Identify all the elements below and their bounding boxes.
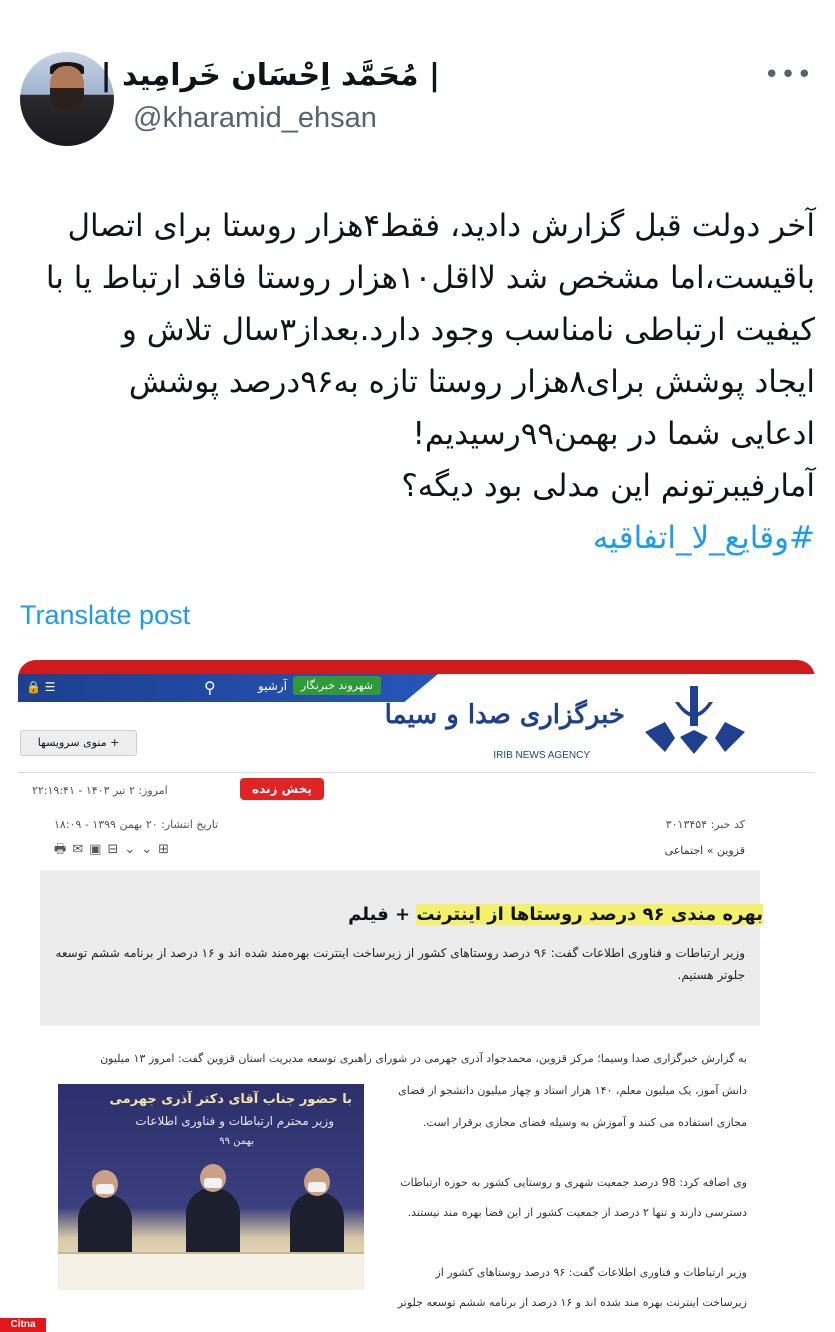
translate-post-link[interactable]: Translate post <box>20 600 191 630</box>
article-lead: وزیر ارتباطات و فناوری اطلاعات گفت: ۹۶ درصد روستاهای کشور از زیرساخت اینترنت بهره‌مند شده اند و ۱۶ درصد از برنامه ششم توسعه جلوتر هستیم. <box>55 946 745 982</box>
article-tools-icons: 🖶✉▣⊟⌄⌄⊞ <box>54 842 176 857</box>
tweet-line: ایجاد پوشش برای۸هزار روستا تازه به۹۶درصد پوشش <box>128 364 815 400</box>
more-options-icon[interactable]: ••• <box>763 60 813 90</box>
author-handle[interactable]: @kharamid_ehsan <box>133 102 377 134</box>
irib-logo-icon <box>635 682 755 762</box>
tweet-line: آمارفیبرتونم این مدلی بود دیگه؟ <box>401 468 815 504</box>
headline-highlight: بهره مندی ۹۶ درصد روستاها از اینترنت <box>416 904 763 925</box>
live-broadcast-button: پخش زنده <box>240 778 324 800</box>
article-paragraph: وی اضافه کرد: 98 درصد جمعیت شهری و روستایی کشور به حوزه ارتباطات <box>400 1176 747 1189</box>
watermark-logo: Citna <box>0 1318 46 1332</box>
tweet-line: باقیست،اما مشخص شد لااقل۱۰هزار روستا فاقد ارتباط یا با <box>45 260 815 296</box>
conference-table <box>58 1252 364 1290</box>
archive-link: آرشیو <box>258 679 288 693</box>
search-icon: ⚲ <box>204 678 216 697</box>
logo-text: خبرگزاری صدا و سیما <box>384 700 625 730</box>
lock-rss-icon: 🔒 ☰ <box>26 680 56 694</box>
publish-date: تاریخ انتشار: ۲۰ بهمن ۱۳۹۹ - ۱۸:۰۹ <box>54 818 219 831</box>
agency-name: IRIB NEWS AGENCY <box>493 750 590 761</box>
article-paragraph: مجازی استفاده می کنند و آموزش به وسیله فضای مجازی برقرار است. <box>422 1116 747 1129</box>
breadcrumb: قزوین » اجتماعی <box>664 844 745 857</box>
article-paragraph: دانش آموز، یک میلیون معلم، ۱۴۰ هزار استاد و چهار میلیون دانشجو از فضای <box>398 1084 747 1097</box>
tweet-text <box>15 200 815 564</box>
headline-suffix: + فیلم <box>348 904 417 925</box>
article-headline <box>348 904 763 925</box>
citizen-reporter-button: شهروند خبرنگار <box>293 676 381 695</box>
divider <box>18 772 815 773</box>
article-photo <box>58 1084 364 1290</box>
today-date: امروز: ۲ تیر ۱۴۰۳ - ۲۲:۱۹:۴۱ <box>32 784 168 797</box>
face-mask <box>308 1182 326 1192</box>
tweet-line: ادعایی شما در بهمن۹۹رسیدیم! <box>412 416 815 452</box>
author-display-name[interactable]: | مُحَمَّد اِحْسَان خَرامِید | <box>100 58 440 93</box>
article-paragraph: به گزارش خبرگزاری صدا وسیما؛ مرکز قزوین، محمدجواد آذری جهرمی در شورای راهبری توسعه مدیریت استان قزوین گفت: امروز ۱۳ میلیون <box>100 1052 747 1065</box>
article-paragraph: دسترسی دارند و تنها ۲ درصد از جمعیت کشور از این فضا بهره مند نیستند. <box>407 1206 747 1219</box>
photo-caption-line: بهمن ۹۹ <box>219 1136 254 1147</box>
article-paragraph: زیرساخت اینترنت بهره مند شده اند و ۱۶ درصد از برنامه ششم توسعه جلوتر <box>397 1296 747 1309</box>
hashtag-link[interactable]: #وقایع_لا_اتفاقیه <box>592 520 815 556</box>
header-red-bar <box>18 660 815 674</box>
attached-image[interactable] <box>18 660 815 1332</box>
face-mask <box>96 1184 114 1194</box>
face-mask <box>204 1178 222 1188</box>
article-paragraph: وزیر ارتباطات و فناوری اطلاعات گفت: ۹۶ درصد روستاهای کشور از <box>435 1266 747 1279</box>
photo-caption-line: وزیر محترم ارتباطات و فناوری اطلاعات <box>135 1114 334 1128</box>
tweet-line: آخر دولت قبل گزارش دادید، فقط۴هزار روستا برای اتصال <box>67 208 815 244</box>
tweet-line: کیفیت ارتباطی نامناسب وجود دارد.بعداز۳سال تلاش و <box>121 312 815 348</box>
news-code: کد خبر: ۳۰۱۳۴۵۴ <box>665 818 745 831</box>
photo-caption-line: با حضور جناب آقای دکتر آذری جهرمی <box>109 1092 352 1107</box>
service-menu-button: + منوی سرویسها <box>20 730 137 756</box>
